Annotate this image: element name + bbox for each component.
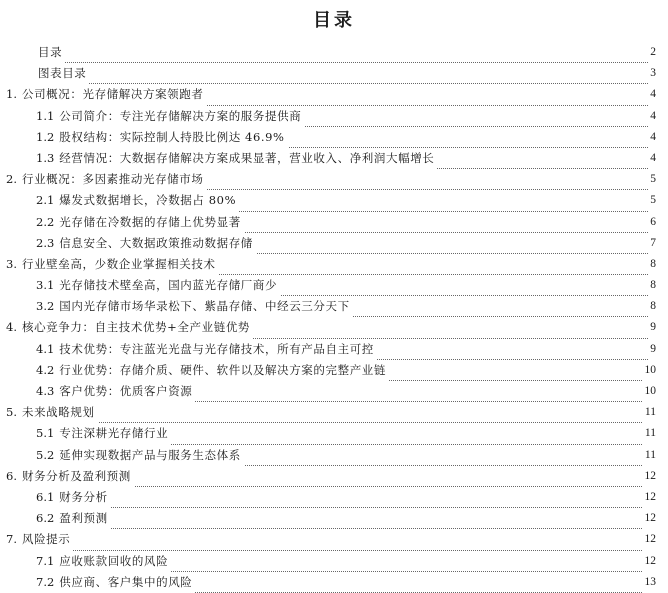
toc-page-number: 8 bbox=[648, 275, 656, 296]
toc-entry-text: 风险提示 bbox=[21, 532, 71, 547]
toc-entry-text: 光存储在冷数据的存储上优势显著 bbox=[59, 214, 241, 229]
toc-page-number: 12 bbox=[643, 551, 657, 572]
toc-entry-number: 2.2 bbox=[36, 214, 55, 229]
toc-entry-text: 行业优势：存储介质、硬件、软件以及解决方案的完整产业链 bbox=[59, 362, 386, 377]
toc-entry-text: 股权结构：实际控制人持股比例达 46.9% bbox=[59, 129, 285, 144]
toc-leader-line bbox=[6, 169, 654, 190]
toc-page-number: 10 bbox=[643, 360, 657, 381]
toc-entry-text: 技术优势：专注蓝光光盘与光存储技术，所有产品自主可控 bbox=[59, 341, 374, 356]
toc-entry-label bbox=[36, 572, 195, 593]
toc-entry-label bbox=[38, 42, 65, 63]
toc-page-number: 12 bbox=[643, 466, 657, 487]
toc-entry-label bbox=[36, 275, 280, 296]
toc-leader-line bbox=[36, 233, 654, 254]
toc-page-number: 7 bbox=[648, 233, 656, 254]
toc-entry[interactable] bbox=[0, 296, 668, 317]
table-of-contents bbox=[0, 42, 668, 593]
toc-entry[interactable] bbox=[0, 106, 668, 127]
toc-entry[interactable] bbox=[0, 445, 668, 466]
toc-entry-number: 1.2 bbox=[36, 129, 55, 144]
toc-page-number: 12 bbox=[643, 529, 657, 550]
toc-entry-text: 盈利预测 bbox=[59, 511, 108, 526]
toc-leader-line bbox=[38, 42, 654, 63]
toc-entry-number: 4.1 bbox=[36, 341, 55, 356]
toc-entry-text: 财务分析及盈利预测 bbox=[21, 468, 131, 483]
toc-entry[interactable] bbox=[0, 529, 668, 550]
toc-entry-number: 2. bbox=[6, 172, 17, 187]
toc-entry-text: 专注深耕光存储行业 bbox=[59, 426, 169, 441]
toc-entry-label bbox=[36, 487, 111, 508]
toc-entry[interactable] bbox=[0, 339, 668, 360]
toc-entry-text: 应收账款回收的风险 bbox=[59, 553, 169, 568]
toc-leader-line bbox=[6, 254, 654, 275]
toc-entry[interactable] bbox=[0, 148, 668, 169]
toc-page-number: 10 bbox=[643, 381, 657, 402]
toc-entry-label bbox=[36, 106, 304, 127]
toc-entry-text: 延伸实现数据产品与服务生态体系 bbox=[59, 447, 241, 462]
toc-entry-number: 6.1 bbox=[36, 489, 55, 504]
toc-entry-number: 1. bbox=[6, 87, 17, 102]
toc-entry-label bbox=[36, 445, 244, 466]
toc-entry-number: 3. bbox=[6, 256, 17, 271]
toc-entry-number: 1.3 bbox=[36, 150, 55, 165]
toc-entry-label bbox=[6, 466, 134, 487]
toc-entry-number: 6.2 bbox=[36, 511, 55, 526]
toc-entry[interactable] bbox=[0, 317, 668, 338]
toc-leader-line bbox=[36, 212, 654, 233]
toc-entry[interactable] bbox=[0, 572, 668, 593]
toc-entry-label bbox=[36, 127, 288, 148]
toc-leader-line bbox=[36, 339, 654, 360]
toc-page-number: 4 bbox=[648, 106, 656, 127]
toc-entry-label bbox=[36, 212, 244, 233]
toc-leader-line bbox=[6, 84, 654, 105]
toc-entry[interactable] bbox=[0, 402, 668, 423]
page-title: 目录 bbox=[313, 10, 355, 31]
toc-entry-text: 财务分析 bbox=[59, 489, 108, 504]
toc-entry-label bbox=[36, 233, 256, 254]
toc-entry[interactable] bbox=[0, 63, 668, 84]
toc-entry[interactable] bbox=[0, 127, 668, 148]
toc-entry-text: 未来战略规划 bbox=[21, 405, 95, 420]
toc-leader-line bbox=[36, 148, 654, 169]
toc-entry[interactable] bbox=[0, 254, 668, 275]
toc-leader-line bbox=[38, 63, 654, 84]
toc-entry-number: 4. bbox=[6, 320, 17, 335]
toc-entry-number: 3.2 bbox=[36, 299, 55, 314]
toc-leader-line bbox=[36, 296, 654, 317]
toc-page-number: 5 bbox=[648, 169, 656, 190]
toc-page-number: 5 bbox=[648, 190, 656, 211]
toc-entry-text: 经营情况：大数据存储解决方案成果显著，营业收入、净利润大幅增长 bbox=[59, 150, 435, 165]
toc-page-number: 3 bbox=[648, 63, 656, 84]
toc-entry-number: 1.1 bbox=[36, 108, 55, 123]
toc-entry-number: 6. bbox=[6, 468, 17, 483]
toc-leader-line bbox=[6, 317, 654, 338]
toc-entry-text: 爆发式数据增长，冷数据占 80% bbox=[59, 193, 237, 208]
toc-entry-label bbox=[36, 190, 239, 211]
toc-entry-number: 2.1 bbox=[36, 193, 55, 208]
toc-page-number: 11 bbox=[643, 402, 656, 423]
toc-entry-text: 目录 bbox=[38, 45, 63, 59]
toc-entry[interactable] bbox=[0, 551, 668, 572]
toc-entry-text: 行业概况：多因素推动光存储市场 bbox=[21, 172, 204, 187]
toc-leader-line bbox=[36, 445, 654, 466]
toc-entry-label bbox=[38, 63, 89, 84]
toc-entry-text: 光存储技术壁垒高，国内蓝光存储厂商少 bbox=[59, 278, 278, 293]
toc-entry[interactable] bbox=[0, 42, 668, 63]
toc-entry-label bbox=[36, 381, 195, 402]
toc-entry-number: 4.2 bbox=[36, 362, 55, 377]
toc-entry-label bbox=[36, 148, 437, 169]
toc-leader-line bbox=[36, 360, 654, 381]
toc-entry-number: 3.1 bbox=[36, 278, 55, 293]
toc-entry-number: 4.3 bbox=[36, 384, 55, 398]
toc-entry-text: 客户优势：优质客户资源 bbox=[59, 384, 193, 398]
toc-entry[interactable] bbox=[0, 190, 668, 211]
toc-page-number: 9 bbox=[648, 339, 656, 360]
toc-entry[interactable] bbox=[0, 360, 668, 381]
toc-leader-line bbox=[36, 106, 654, 127]
toc-leader-line bbox=[36, 572, 654, 593]
toc-page-number: 6 bbox=[648, 212, 656, 233]
toc-entry-number: 2.3 bbox=[36, 235, 55, 250]
toc-entry-label bbox=[6, 402, 98, 423]
toc-entry-label bbox=[36, 508, 111, 529]
toc-entry-label bbox=[36, 360, 389, 381]
toc-page-number: 11 bbox=[643, 445, 656, 466]
toc-entry[interactable] bbox=[0, 487, 668, 508]
toc-page-number: 12 bbox=[643, 508, 657, 529]
toc-leader-line bbox=[36, 127, 654, 148]
toc-entry[interactable] bbox=[0, 212, 668, 233]
toc-entry[interactable] bbox=[0, 169, 668, 190]
toc-leader-line bbox=[36, 423, 654, 444]
toc-entry-number: 5. bbox=[6, 405, 17, 420]
toc-entry-text: 国内光存储市场华录松下、紫晶存储、中经云三分天下 bbox=[59, 299, 350, 314]
toc-entry-label bbox=[36, 551, 171, 572]
toc-page-number: 8 bbox=[648, 296, 656, 317]
toc-page-number: 9 bbox=[648, 317, 656, 338]
toc-page-number: 4 bbox=[648, 127, 656, 148]
toc-entry-text: 图表目录 bbox=[38, 66, 87, 81]
toc-leader-line bbox=[36, 275, 654, 296]
toc-entry-label bbox=[6, 254, 219, 275]
toc-page-number: 4 bbox=[648, 84, 656, 105]
toc-page-number: 2 bbox=[648, 42, 656, 63]
toc-entry-text: 信息安全、大数据政策推动数据存储 bbox=[59, 235, 253, 250]
toc-entry[interactable] bbox=[0, 466, 668, 487]
toc-entry-label bbox=[6, 84, 206, 105]
toc-entry-label bbox=[6, 529, 73, 550]
toc-entry-text: 供应商、客户集中的风险 bbox=[59, 574, 193, 589]
toc-entry-label bbox=[6, 169, 206, 190]
toc-entry[interactable] bbox=[0, 423, 668, 444]
toc-entry-text: 核心竞争力：自主技术优势+全产业链优势 bbox=[21, 320, 251, 335]
toc-entry-text: 公司概况：光存储解决方案领跑者 bbox=[21, 87, 204, 102]
toc-entry-label bbox=[36, 296, 353, 317]
toc-leader-line bbox=[36, 551, 654, 572]
toc-leader-line bbox=[36, 508, 654, 529]
toc-page-number: 4 bbox=[648, 148, 656, 169]
toc-entry-number: 5.2 bbox=[36, 447, 55, 462]
toc-leader-line bbox=[36, 190, 654, 211]
toc-entry-label bbox=[6, 317, 253, 338]
toc-entry-label bbox=[36, 339, 377, 360]
toc-page-number: 13 bbox=[643, 572, 657, 593]
toc-leader-line bbox=[36, 487, 654, 508]
toc-entry[interactable] bbox=[0, 84, 668, 105]
toc-page-number: 8 bbox=[648, 254, 656, 275]
toc-page-number: 11 bbox=[643, 423, 656, 444]
toc-leader-line bbox=[6, 466, 654, 487]
toc-entry-number: 7.1 bbox=[36, 553, 55, 568]
toc-entry[interactable] bbox=[0, 233, 668, 254]
toc-leader-line bbox=[6, 529, 654, 550]
toc-entry[interactable] bbox=[0, 381, 668, 402]
toc-entry-text: 行业壁垒高，少数企业掌握相关技术 bbox=[21, 256, 216, 271]
toc-entry-label bbox=[36, 423, 171, 444]
toc-entry-number: 7.2 bbox=[36, 574, 55, 589]
toc-entry-number: 7. bbox=[6, 532, 17, 547]
toc-leader-line bbox=[6, 402, 654, 423]
toc-entry-number: 5.1 bbox=[36, 426, 55, 441]
toc-leader-line bbox=[36, 381, 654, 402]
toc-entry[interactable] bbox=[0, 508, 668, 529]
toc-page-number: 12 bbox=[643, 487, 657, 508]
toc-entry[interactable] bbox=[0, 275, 668, 296]
toc-entry-text: 公司简介：专注光存储解决方案的服务提供商 bbox=[59, 108, 302, 123]
